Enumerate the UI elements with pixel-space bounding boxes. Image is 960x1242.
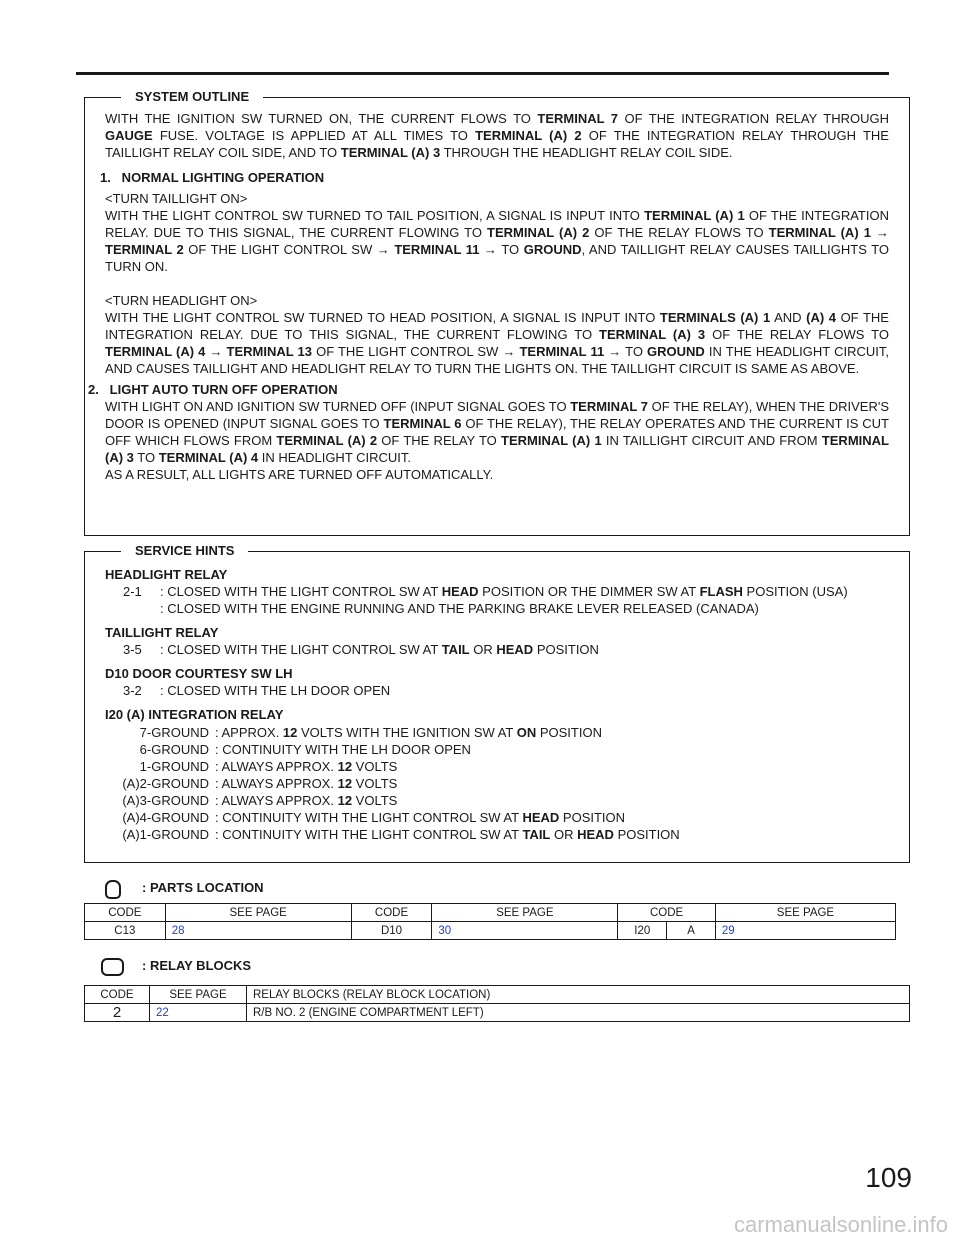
taillight-relay-line: : CLOSED WITH THE LIGHT CONTROL SW AT TAIL OR HEAD POSITION (160, 642, 599, 657)
code-cell: C13 (85, 922, 166, 940)
headlight-relay-group (105, 566, 889, 617)
col-header: SEE PAGE (715, 904, 895, 922)
col-header: SEE PAGE (150, 986, 247, 1004)
relay-blocks-table (84, 985, 910, 1022)
terminal-spec: : ALWAYS APPROX. 12 VOLTS (215, 776, 398, 791)
parts-location-title: : PARTS LOCATION (142, 880, 264, 895)
taillight-relay-terminal: 3-5 (123, 642, 142, 657)
terminal-spec: : APPROX. 12 VOLTS WITH THE IGNITION SW AT ON POSITION (215, 725, 602, 740)
headlight-relay-line1: : CLOSED WITH THE LIGHT CONTROL SW AT HEAD POSITION OR THE DIMMER SW AT FLASH POSITION (USA) (160, 584, 848, 599)
door-courtesy-title: D10 DOOR COURTESY SW LH (105, 666, 293, 681)
terminal-label: (A)1-GROUND (122, 827, 209, 842)
terminal-label: (A)4-GROUND (122, 810, 209, 825)
terminal-label: 6-GROUND (139, 742, 209, 757)
system-outline-box (84, 89, 910, 536)
auto-off-result: AS A RESULT, ALL LIGHTS ARE TURNED OFF AUTOMATICALLY. (105, 467, 494, 482)
tail-text: WITH THE LIGHT CONTROL SW TURNED TO TAIL POSITION, A SIGNAL IS INPUT INTO TERMINAL (A) 1 OF THE INTEGRATION RELAY. DUE TO THIS SIGNAL, THE CURRENT FLOWING TO TERMINAL (A) 2 OF THE RELAY FLOWS TO TERMINAL (A) 1 → TERMINAL 2 OF THE LIGHT CONTROL SW → TERMINAL 11 → TO GROUND, AND TAILLIGHT RELAY CAUSES TAILLIGHTS TO TURN ON. (105, 208, 890, 274)
auto-off-heading: 2. LIGHT AUTO TURN OFF OPERATION (88, 382, 338, 397)
taillight-relay-group (105, 624, 889, 658)
integration-relay-row (105, 741, 889, 758)
sub-code-cell: A (667, 922, 716, 940)
taillight-relay-title: TAILLIGHT RELAY (105, 625, 219, 640)
integration-relay-title: I20 (A) INTEGRATION RELAY (105, 707, 284, 722)
top-rule (76, 72, 889, 75)
tail-heading: <TURN TAILLIGHT ON> (105, 191, 248, 206)
terminal-spec: : ALWAYS APPROX. 12 VOLTS (215, 759, 398, 774)
integration-relay-row (105, 775, 889, 792)
terminal-spec: : CONTINUITY WITH THE LH DOOR OPEN (215, 742, 471, 757)
table-row (85, 922, 896, 940)
col-header: CODE (618, 904, 716, 922)
col-header: RELAY BLOCKS (RELAY BLOCK LOCATION) (247, 986, 910, 1004)
terminal-label: 7-GROUND (139, 725, 209, 740)
terminal-spec: : CONTINUITY WITH THE LIGHT CONTROL SW AT TAIL OR HEAD POSITION (215, 827, 680, 842)
code-cell: D10 (351, 922, 432, 940)
col-header: SEE PAGE (165, 904, 351, 922)
code-cell: I20 (618, 922, 667, 940)
terminal-spec: : CONTINUITY WITH THE LIGHT CONTROL SW AT HEAD POSITION (215, 810, 626, 825)
table-header-row (85, 986, 910, 1004)
table-header-row (85, 904, 896, 922)
door-courtesy-line: : CLOSED WITH THE LH DOOR OPEN (160, 683, 391, 698)
integration-relay-row (105, 792, 889, 809)
see-page-link[interactable]: 28 (165, 922, 351, 940)
system-outline-title: SYSTEM OUTLINE (121, 87, 263, 107)
location-cell: R/B NO. 2 (ENGINE COMPARTMENT LEFT) (247, 1004, 910, 1022)
service-hints-box (84, 543, 910, 863)
connector-icon (105, 880, 121, 899)
headlight-relay-terminal: 2-1 (123, 584, 142, 599)
head-text: WITH THE LIGHT CONTROL SW TURNED TO HEAD POSITION, A SIGNAL IS INPUT INTO TERMINALS (A) 1 AND (A) 4 OF THE INTEGRATION RELAY. DUE TO THIS SIGNAL, THE CURRENT FLOWING TO TERMINAL (A) 3 OF THE RELAY FLOWS TO TERMINAL (A) 4 → TERMINAL 13 OF THE LIGHT CONTROL SW → TERMINAL 11 → TO GROUND IN THE HEADLIGHT CIRCUIT, AND CAUSES TAILLIGHT AND HEADLIGHT RELAY TO TURN THE LIGHTS ON. THE TAILLIGHT CIRCUIT IS SAME AS ABOVE. (105, 310, 889, 376)
parts-location-table (84, 903, 896, 940)
headlight-relay-line2: : CLOSED WITH THE ENGINE RUNNING AND THE PARKING BRAKE LEVER RELEASED (CANADA) (160, 601, 759, 616)
watermark: carmanualsonline.info (733, 1212, 948, 1237)
integration-relay-row (105, 758, 889, 775)
col-header: CODE (85, 986, 150, 1004)
head-heading: <TURN HEADLIGHT ON> (105, 293, 258, 308)
integration-relay-group (105, 706, 889, 843)
door-courtesy-group (105, 665, 889, 699)
see-page-link[interactable]: 30 (432, 922, 618, 940)
headlight-relay-title: HEADLIGHT RELAY (105, 567, 228, 582)
relay-block-icon (101, 958, 124, 976)
relay-blocks-title: : RELAY BLOCKS (142, 958, 252, 973)
col-header: CODE (351, 904, 432, 922)
door-courtesy-terminal: 3-2 (123, 683, 142, 698)
col-header: SEE PAGE (432, 904, 618, 922)
page-number: 109 (865, 1162, 912, 1193)
terminal-label: 1-GROUND (139, 759, 209, 774)
integration-relay-row (105, 826, 889, 843)
terminal-label: (A)2-GROUND (122, 776, 209, 791)
outline-intro: WITH THE IGNITION SW TURNED ON, THE CURRENT FLOWS TO TERMINAL 7 OF THE INTEGRATION RELAY THROUGH GAUGE FUSE. VOLTAGE IS APPLIED AT ALL TIMES TO TERMINAL (A) 2 OF THE INTEGRATION RELAY THROUGH THE TAILLIGHT RELAY COIL SIDE, AND TO TERMINAL (A) 3 THROUGH THE HEADLIGHT RELAY COIL SIDE. (105, 111, 890, 160)
col-header: CODE (85, 904, 166, 922)
auto-off-text: WITH LIGHT ON AND IGNITION SW TURNED OFF (INPUT SIGNAL GOES TO TERMINAL 7 OF THE RELAY), WHEN THE DRIVER'S DOOR IS OPENED (INPUT SIGNAL GOES TO TERMINAL 6 OF THE RELAY), THE RELAY OPERATES AND THE CURRENT IS CUT OFF WHICH FLOWS FROM TERMINAL (A) 2 OF THE RELAY TO TERMINAL (A) 1 IN TAILLIGHT CIRCUIT AND FROM TERMINAL (A) 3 TO TERMINAL (A) 4 IN HEADLIGHT CIRCUIT. (105, 399, 889, 465)
table-row (85, 1004, 910, 1022)
see-page-link[interactable]: 22 (150, 1004, 247, 1022)
see-page-link[interactable]: 29 (715, 922, 895, 940)
integration-relay-row (105, 809, 889, 826)
normal-lighting-heading: 1. NORMAL LIGHTING OPERATION (100, 170, 325, 185)
integration-relay-row (105, 724, 889, 741)
service-hints-title: SERVICE HINTS (121, 541, 248, 561)
code-cell: 2 (85, 1004, 150, 1022)
terminal-spec: : ALWAYS APPROX. 12 VOLTS (215, 793, 398, 808)
terminal-label: (A)3-GROUND (122, 793, 209, 808)
integration-relay-rows (105, 724, 889, 843)
